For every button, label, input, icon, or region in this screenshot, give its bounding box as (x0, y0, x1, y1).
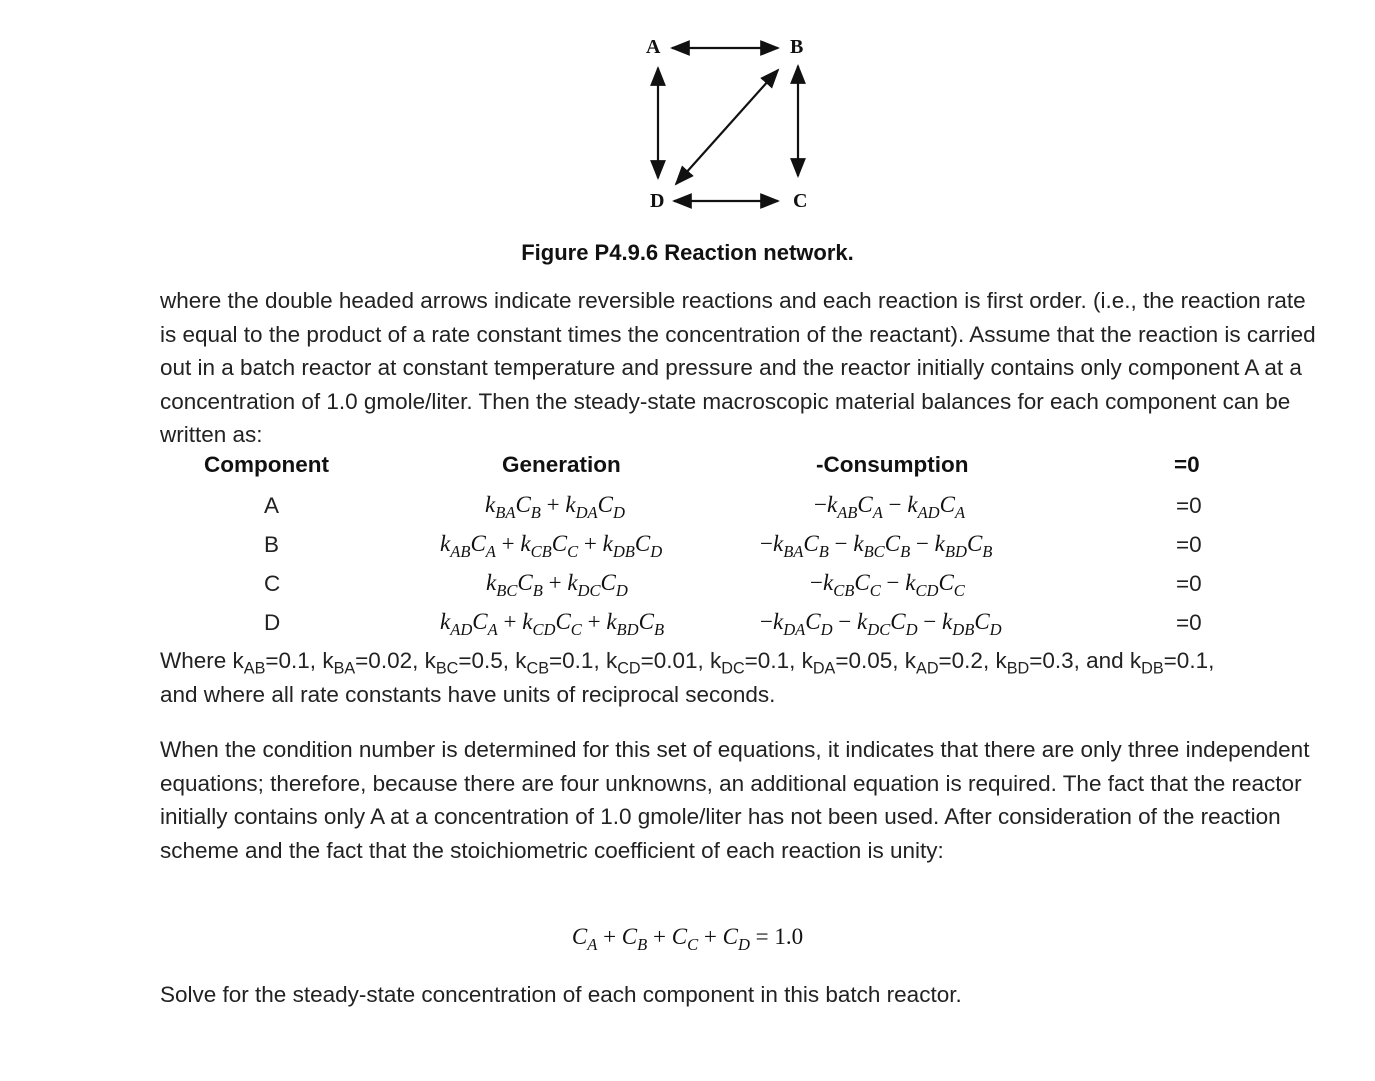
sum-constraint-rhs: 1.0 (774, 924, 804, 949)
intro-text: where the double headed arrows indicate reversible reactions and each reaction is first order. (i.e., the reaction rate is equal to the product of a rate constant times the concentration of the reactant). Assume that the reaction is carried out in a batch reactor at constant temperature and pressure and the reactor initially contains only component A at a concentration of 1.0 gmole/liter. Then the steady-state macroscopic material balances for each component can be written as: (160, 288, 1316, 447)
row-d-consumption: $-k_{DA}C_D - k_{DC}C_D - k_{DB}C_D$ (760, 609, 1002, 639)
k-ab: $k_{AB}=0.1$, (232, 648, 323, 678)
node-c-label: C (793, 190, 808, 212)
k-cb: $k_{CB}=0.1$, (515, 648, 606, 678)
row-a-generation: $k_{BA}C_B + k_{DA}C_D$ (485, 492, 625, 522)
final-instruction-text: Solve for the steady-state concentration of each component in this batch reactor. (160, 982, 962, 1007)
node-b-label: B (790, 36, 804, 58)
row-d-equals: =0 (1176, 610, 1202, 635)
k-db: $k_{DB}=0.1$, (1129, 648, 1215, 678)
node-d-label: D (650, 190, 665, 212)
rate-constants-units: and where all rate constants have units of reciprocal seconds. (160, 681, 776, 707)
row-b-consumption: $-k_{BA}C_B - k_{BC}C_B - k_{BD}C_B$ (760, 531, 993, 561)
row-c-equals: =0 (1176, 571, 1202, 596)
intro-paragraph (160, 284, 1320, 452)
row-a-component: A (264, 493, 280, 518)
rate-constants-prefix: Where (160, 648, 233, 673)
row-d-component: D (264, 610, 281, 635)
k-cd: $k_{CD}=0.01$, (605, 648, 711, 678)
row-c-generation: $k_{BC}C_B + k_{DC}C_D$ (486, 570, 628, 600)
rate-constants-line (160, 644, 1340, 678)
row-c-consumption: $-k_{CB}C_C - k_{CD}C_C$ (810, 570, 965, 600)
node-a-label: A (646, 36, 661, 58)
row-b-component: B (264, 532, 280, 557)
final-instruction-paragraph (160, 978, 1320, 1012)
k-dc: $k_{DC}=0.1$, (710, 648, 802, 678)
header-generation: Generation (502, 452, 621, 477)
arrow-b-d (676, 70, 778, 184)
sum-constraint-equation (0, 924, 1375, 954)
reaction-network-figure (630, 28, 830, 218)
header-component: Component (204, 452, 329, 477)
row-a-equals: =0 (1176, 493, 1202, 518)
material-balance-table (160, 452, 1260, 642)
k-bd: $k_{BD}=0.3$, and (995, 648, 1130, 678)
k-bc: $k_{BC}=0.5$, (424, 648, 516, 678)
row-a-consumption: $-k_{AB}C_A - k_{AD}C_A$ (814, 492, 966, 522)
header-equals: =0 (1174, 452, 1200, 477)
k-da: $k_{DA}=0.05$, (801, 648, 905, 678)
rate-constants-paragraph (160, 644, 1340, 711)
header-consumption: -Consumption (816, 452, 969, 477)
k-ba: $k_{BA}=0.02$, (322, 648, 425, 678)
figure-caption: Figure P4.9.6 Reaction network. (521, 240, 854, 265)
row-d-generation: $k_{AD}C_A + k_{CD}C_C + k_{BD}C_B$ (440, 609, 665, 639)
sum-constraint-lhs: $C_A + C_B + C_C + C_D = 1.0$ (571, 924, 804, 954)
row-c-component: C (264, 571, 281, 596)
row-b-equals: =0 (1176, 532, 1202, 557)
row-b-generation: $k_{AB}C_A + k_{CB}C_C + k_{DB}C_D$ (440, 531, 663, 561)
condition-number-paragraph (160, 733, 1320, 867)
condition-number-text: When the condition number is determined for this set of equations, it indicates that there are only three independent equations; therefore, because there are four unknowns, an additional equation is required. The fact that the reactor initially contains only A at a concentration of 1.0 gmole/liter has not been used. After consideration of the reaction scheme and the fact that the stoichiometric coefficient of each reaction is unity: (160, 737, 1310, 863)
k-ad: $k_{AD}=0.2$, (904, 648, 996, 678)
